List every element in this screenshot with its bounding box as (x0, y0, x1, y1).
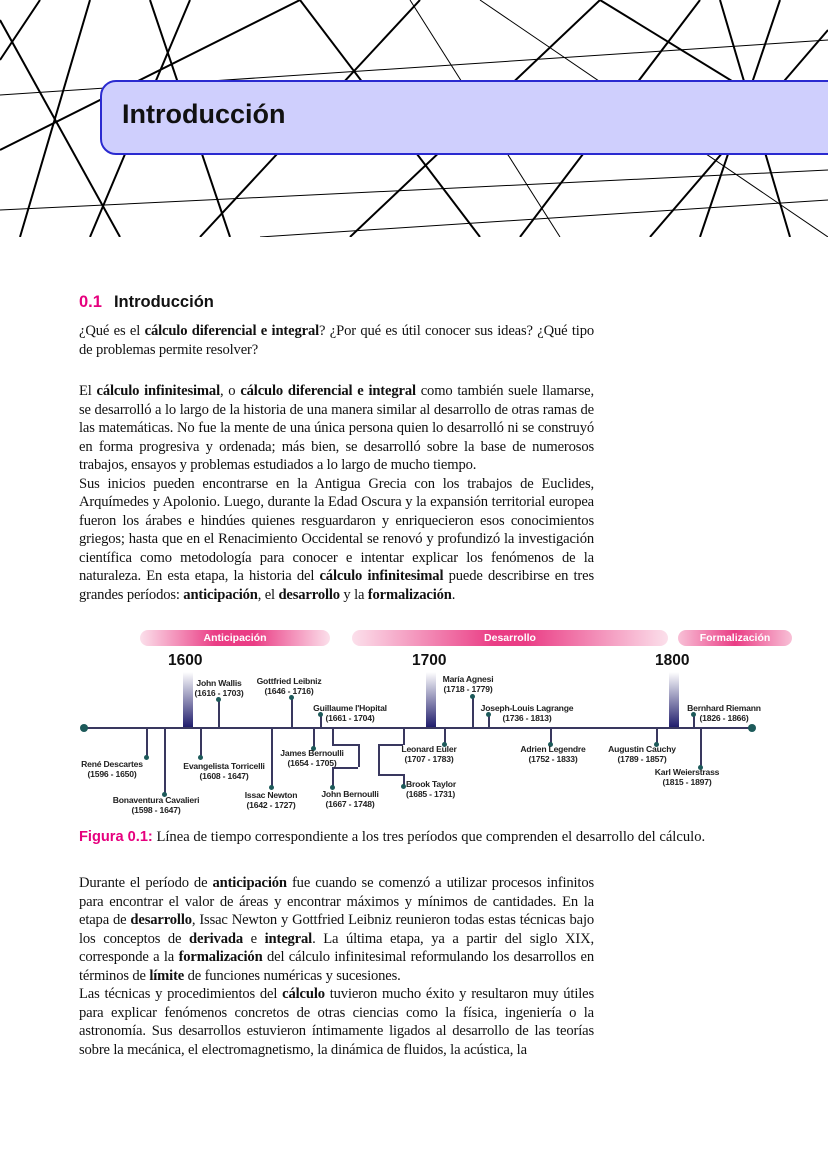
bold-term: cálculo diferencial e integral (144, 323, 319, 339)
text-run: Durante el período de (79, 875, 213, 891)
bold-term: derivada (189, 930, 243, 947)
text-run: ? ¿Por qué es útil conocer sus ideas? ¿Qué tipo de problemas permite resolver? (79, 323, 595, 358)
timeline-person (313, 704, 387, 723)
connector-line (472, 696, 474, 728)
person-name: Gottfried Leibniz (256, 676, 322, 686)
section-title: Introducción (113, 293, 214, 311)
person-years: (1642 - 1727) (246, 799, 296, 810)
person-years: (1752 - 1833) (528, 753, 578, 764)
timeline-person (443, 675, 494, 694)
person-name: Guillaume l'Hopital (313, 703, 387, 713)
person-name: Leonard Euler (401, 744, 457, 754)
bold-term: desarrollo (130, 912, 192, 928)
paragraph (79, 382, 594, 475)
person-years: (1646 - 1716) (264, 685, 314, 696)
person-name: Bonaventura Cavalieri (112, 795, 200, 805)
person-years: (1667 - 1748) (325, 798, 375, 809)
section-heading (79, 293, 214, 312)
figure-caption (79, 829, 705, 846)
person-years: (1596 - 1650) (87, 768, 137, 779)
bold-term: desarrollo (278, 586, 340, 603)
connector-line (358, 744, 360, 767)
connector-line (378, 744, 403, 746)
text-run: puede describirse en tres grandes períodos: (79, 568, 594, 603)
timeline-person (687, 704, 761, 723)
bold-term: anticipación (183, 586, 258, 603)
text-run: , el (257, 586, 279, 603)
person-years: (1661 - 1704) (325, 712, 375, 723)
axis-end-dot (748, 724, 756, 732)
person-name: James Bernoulli (280, 748, 344, 758)
person-years: (1598 - 1647) (131, 804, 181, 815)
text-run: ¿Qué es el (79, 323, 145, 339)
person-name: René Descartes (81, 759, 143, 769)
person-years: (1685 - 1731) (406, 788, 455, 799)
connector-line (332, 767, 334, 787)
timeline-person (481, 704, 574, 723)
person-name: María Agnesi (442, 674, 494, 684)
text-run: Sus inicios pueden encontrarse en la Antigua Grecia con los trabajos de Euclides, Arquímedes y Apolonio. Luego, durante la Edad Oscura y la expansión territorial europea fueron los árabes e hindúes quienes resguardaron y enriquecieron esos conocimientos griegos; hasta que en el Renacimiento Occidental se renovó y profundizó la investigación científica como metodología para conocer e intentar explicar los fenómenos de la naturaleza. En esta etapa, la historia del (79, 475, 594, 584)
bold-term: integral (264, 930, 313, 947)
caption-label: Figura 0.1: (79, 829, 153, 845)
person-name: Bernhard Riemann (687, 703, 761, 713)
person-name: John Bernoulli (321, 789, 379, 799)
person-name: Adrien Legendre (520, 744, 586, 754)
bold-term: cálculo diferencial e integral (240, 383, 416, 399)
paragraph (79, 475, 594, 605)
timeline-person (520, 745, 585, 764)
connector-line (291, 697, 293, 728)
person-name: John Wallis (196, 678, 242, 688)
history-text (79, 382, 594, 604)
person-years: (1608 - 1647) (199, 770, 249, 781)
event-dot (470, 694, 475, 699)
text-run: fue cuando se comenzó a utilizar procesos infinitos para encontrar el valor de áreas y encontrar máximos y mínimos de cantidades. En la etapa de (79, 875, 595, 928)
timeline-person (321, 790, 378, 809)
period-anticipacion: Anticipación (140, 630, 330, 646)
text-run: tuvieron mucho éxito y resultaron muy útiles para explicar fenómenos concretos de otras ciencias como la física, ingeniería o la astronomía. Sus desarrollos estuvieron íntimamente ligados al desarrollo de las teorías sobre la mecánica, el electromagnetismo, la dinámica de fluidos, la acústica, la (79, 986, 594, 1058)
period-desarrollo: Desarrollo (352, 630, 668, 646)
chapter-header (100, 80, 828, 155)
period-formalizacion: Formalización (678, 630, 792, 646)
timeline-person (401, 745, 456, 764)
text-run: Las técnicas y procedimientos del (79, 986, 283, 1002)
text-run: e (242, 930, 265, 947)
bold-term: formalización (178, 949, 263, 965)
text-run: . (451, 586, 456, 603)
text-run: y la (339, 586, 368, 603)
paragraph (79, 874, 594, 985)
paragraph (79, 985, 594, 1059)
timeline-figure (0, 626, 828, 822)
caption-text: Línea de tiempo correspondiente a los tres períodos que comprenden el desarrollo del cálculo. (152, 829, 706, 845)
year-1600: 1600 (168, 652, 203, 669)
person-name: Evangelista Torricelli (183, 761, 265, 771)
timeline-person (245, 791, 298, 810)
periods-text (79, 874, 594, 1059)
person-years: (1616 - 1703) (194, 687, 244, 698)
event-dot (198, 755, 203, 760)
intro-questions (79, 322, 594, 359)
connector-line (700, 728, 702, 767)
year-1700: 1700 (412, 652, 447, 669)
chapter-title: Introducción (122, 99, 286, 129)
timeline-person (406, 780, 456, 799)
person-name: Joseph-Louis Lagrange (480, 703, 574, 713)
person-name: Issac Newton (244, 790, 298, 800)
year-marker (183, 672, 193, 728)
person-years: (1707 - 1783) (404, 753, 454, 764)
bold-term: límite (149, 967, 185, 984)
text-run: El (79, 383, 97, 399)
year-marker (669, 672, 679, 728)
timeline-person (655, 768, 719, 787)
bold-term: cálculo infinitesimal (319, 568, 444, 584)
text-run: del cálculo infinitesimal reformulando los desarrollos en términos de (79, 949, 594, 984)
connector-line (332, 728, 334, 745)
timeline-person (608, 745, 676, 764)
person-years: (1789 - 1857) (617, 753, 667, 764)
axis-start-dot (80, 724, 88, 732)
bold-term: anticipación (212, 875, 287, 891)
paragraph (79, 322, 594, 359)
connector-line (218, 699, 220, 728)
text-run: , o (219, 383, 241, 399)
person-years: (1815 - 1897) (662, 776, 712, 787)
bold-term: cálculo infinitesimal (96, 383, 220, 399)
connector-line (332, 744, 358, 746)
person-years: (1718 - 1779) (443, 683, 493, 694)
timeline-axis (84, 727, 754, 729)
bold-term: formalización (367, 586, 452, 603)
bold-term: cálculo (282, 986, 325, 1002)
timeline-person (195, 679, 244, 698)
person-years: (1654 - 1705) (287, 757, 337, 768)
connector-line (271, 728, 273, 787)
timeline-person (257, 677, 322, 696)
timeline-person (280, 749, 343, 768)
text-run: . La última etapa, ya a partir del siglo XIX, corresponde a la (79, 930, 594, 965)
year-1800: 1800 (655, 652, 690, 669)
text-run: de funciones numéricas y sucesiones. (184, 967, 401, 984)
event-dot (144, 755, 149, 760)
person-years: (1826 - 1866) (699, 712, 749, 723)
section-number: 0.1 (79, 293, 102, 311)
timeline-person (113, 796, 200, 815)
connector-line (378, 744, 380, 775)
connector-line (313, 728, 315, 748)
connector-line (146, 728, 148, 757)
timeline-person (81, 760, 143, 779)
connector-line (164, 728, 166, 794)
connector-line (200, 728, 202, 757)
connector-line (378, 774, 403, 776)
person-years: (1736 - 1813) (502, 712, 552, 723)
connector-line (403, 728, 405, 745)
timeline-person (183, 762, 264, 781)
person-name: Karl Weierstrass (654, 767, 720, 777)
person-name: Augustin Cauchy (608, 744, 676, 754)
text-run: , Issac Newton y Gottfried Leibniz reunieron todas estas técnicas bajo los conceptos de (79, 912, 594, 947)
year-marker (426, 672, 436, 728)
text-run: como también suele llamarse, se desarrolló a lo largo de la historia de una manera similar al desarrollo de otras ramas de las matemáticas. No fue la mente de una única persona quien lo desarrolló ni se construyó en forma progresiva y ordenada; más bien, se desarrolló sobre la base de numerosos trabajos, ensayos y problemas estudiados a lo largo de mucho tiempo. (79, 383, 594, 473)
person-name: Brook Taylor (406, 779, 456, 789)
